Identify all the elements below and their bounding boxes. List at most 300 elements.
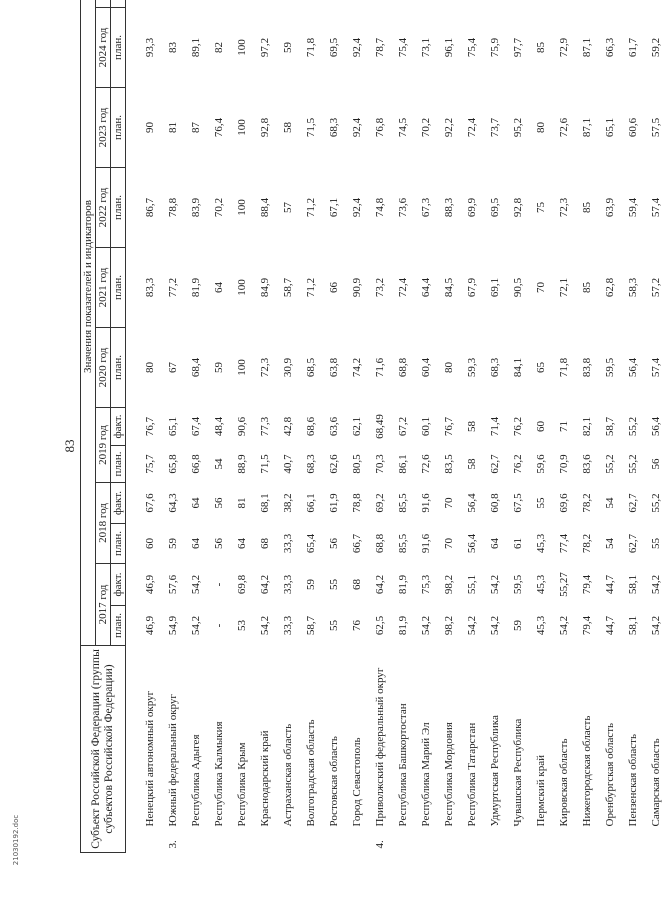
indicator-value: 72,6	[557, 117, 570, 138]
indicator-value	[414, 0, 437, 7]
plan-fact-header: план.	[111, 7, 126, 87]
indicator-value: 75,9	[488, 37, 501, 58]
indicator-value: 64,2	[373, 574, 386, 595]
table-row	[391, 0, 414, 853]
indicator-value: 67,3	[419, 197, 432, 218]
row-number	[621, 833, 644, 853]
indicator-value: 54,9	[166, 615, 179, 636]
indicator-value: 72,9	[557, 37, 570, 58]
indicator-value: 89,1	[189, 37, 202, 58]
region-name: Краснодарский край	[258, 730, 271, 827]
indicator-value	[483, 0, 506, 7]
indicator-value: 64	[189, 497, 202, 509]
indicator-value	[207, 0, 230, 7]
indicator-value: 56,4	[626, 357, 639, 378]
plan-fact-header: факт.	[111, 563, 126, 605]
indicator-value: 72,1	[557, 277, 570, 298]
indicator-value: 97,2	[258, 37, 271, 58]
indicator-value: 83,6	[580, 454, 593, 474]
indicator-value: 100	[235, 199, 248, 216]
indicator-value	[345, 0, 368, 7]
indicator-value: 58,3	[626, 277, 639, 298]
indicator-value: 78,8	[350, 493, 363, 513]
indicator-value: 58,7	[304, 615, 317, 636]
row-number	[460, 833, 483, 853]
row-number	[322, 833, 345, 853]
indicator-value	[460, 0, 483, 7]
indicator-value: 54,2	[419, 615, 432, 636]
indicator-value: 90,9	[350, 277, 363, 298]
region-name: Город Севастополь	[350, 737, 363, 827]
indicator-value: 71,5	[304, 117, 317, 138]
region-name: Пермский край	[534, 755, 547, 827]
table-header	[81, 0, 126, 853]
indicator-value: 81	[235, 497, 248, 509]
indicator-value	[621, 0, 644, 7]
indicator-value: 75,4	[465, 37, 478, 58]
row-number	[529, 833, 552, 853]
indicator-value: 56	[212, 497, 225, 509]
indicator-value: 62,7	[626, 533, 639, 554]
indicator-value: 73,6	[396, 197, 409, 218]
year-header: 2018 год	[96, 482, 111, 563]
indicator-value: 46,9	[143, 615, 156, 636]
indicator-value: 81,9	[189, 277, 202, 298]
indicator-value: 72,3	[258, 357, 271, 378]
indicator-value: 64,2	[258, 574, 271, 595]
indicator-value: 64	[235, 537, 248, 549]
row-number	[506, 833, 529, 853]
indicator-value: 64,4	[419, 277, 432, 298]
region-name: Кировская область	[557, 738, 570, 827]
indicator-value: 55,2	[603, 454, 616, 474]
indicator-value: 67,5	[511, 493, 524, 513]
indicator-value: 68,4	[189, 357, 202, 378]
indicator-value: 58	[281, 121, 294, 133]
indicator-value	[506, 0, 529, 7]
indicator-value: 69,6	[557, 493, 570, 513]
indicator-value: 59,6	[534, 454, 547, 474]
indicator-value: 54	[603, 537, 616, 549]
indicator-value: 55,27	[557, 572, 570, 597]
row-number: 4.	[373, 840, 386, 849]
row-number	[483, 833, 506, 853]
indicator-value: 59	[511, 619, 524, 631]
indicator-value: 68	[350, 578, 363, 590]
indicator-value: 57,4	[649, 197, 662, 218]
indicator-value: 81,9	[396, 574, 409, 595]
indicator-value: 88,3	[442, 197, 455, 218]
indicator-value: 66,7	[350, 533, 363, 554]
row-number	[437, 833, 460, 853]
indicator-value: 59,5	[511, 574, 524, 595]
indicator-value: 75,3	[419, 574, 432, 595]
indicator-value: 84,1	[511, 357, 524, 378]
indicator-value: 57,5	[649, 117, 662, 138]
region-name: Волгоградская область	[304, 719, 317, 827]
indicator-value: 70	[442, 537, 455, 549]
indicator-value: 72,6	[419, 454, 432, 474]
indicator-value: 62,1	[350, 416, 363, 437]
indicator-value	[161, 0, 184, 7]
indicator-value: -	[212, 623, 225, 628]
indicator-value: 54,2	[557, 615, 570, 636]
indicator-value	[529, 0, 552, 7]
indicator-value: 72,4	[465, 117, 478, 138]
indicator-value: 57,2	[649, 277, 662, 298]
table-row	[230, 0, 253, 853]
plan-fact-header: план.	[111, 247, 126, 327]
row-number: 3.	[166, 840, 179, 849]
indicator-value: 63,8	[327, 357, 340, 378]
indicator-value: 71,2	[304, 197, 317, 218]
indicator-value: 60,4	[419, 357, 432, 378]
indicator-value: 92,4	[350, 37, 363, 58]
indicator-value: 85,5	[396, 533, 409, 554]
indicator-value: 54,2	[649, 615, 662, 636]
region-name: Чувашская Республика	[511, 718, 524, 827]
indicator-value: 71,6	[373, 357, 386, 378]
indicator-value: 62,7	[488, 454, 501, 474]
indicator-value: 69,1	[488, 277, 501, 298]
indicator-value: 75,4	[396, 37, 409, 58]
indicator-value: 59,2	[649, 37, 662, 58]
indicator-value: 54,2	[488, 574, 501, 595]
indicator-value: 54	[603, 497, 616, 509]
indicator-value: 55,1	[465, 574, 478, 595]
indicator-value: 65,4	[304, 533, 317, 554]
indicator-value: 83,5	[442, 454, 455, 474]
indicator-value: 84,9	[258, 277, 271, 298]
indicator-value: 33,3	[281, 533, 294, 554]
indicator-value: 58,1	[626, 574, 639, 595]
year-header: 2020 год	[96, 327, 111, 407]
indicator-value: 68,3	[488, 357, 501, 378]
plan-fact-header: план.	[111, 523, 126, 563]
indicator-value: 58,7	[603, 416, 616, 437]
indicator-value: 90,6	[235, 416, 248, 437]
indicator-value: 87,1	[580, 37, 593, 58]
indicator-value: 80	[534, 121, 547, 133]
indicator-value: 78,8	[166, 197, 179, 218]
table-row	[345, 0, 368, 853]
indicator-value: 55	[327, 578, 340, 590]
indicator-value: 71,8	[557, 357, 570, 378]
indicator-value: 74,5	[396, 117, 409, 138]
indicator-value: 76,2	[511, 416, 524, 437]
row-number	[391, 833, 414, 853]
indicator-value: 56	[649, 458, 662, 470]
indicator-value: 40,7	[281, 454, 294, 474]
subject-column-header: Субъект Российской Федерации (группы субъектов Российской Федерации)	[81, 645, 126, 852]
indicator-value: 56	[327, 537, 340, 549]
indicator-value: 55	[327, 619, 340, 631]
row-number	[345, 833, 368, 853]
indicator-value: 44,7	[603, 615, 616, 636]
year-header: 2021 год	[96, 247, 111, 327]
table-row	[414, 0, 437, 853]
indicator-value: 75	[534, 201, 547, 213]
indicator-value: 79,4	[580, 615, 593, 636]
indicator-value: 55	[534, 497, 547, 509]
indicator-value: 63,9	[603, 197, 616, 218]
indicator-value: 73,2	[373, 277, 386, 298]
indicator-value: 61,9	[327, 493, 340, 513]
row-number	[414, 833, 437, 853]
indicator-value: 58,1	[626, 615, 639, 636]
indicator-value: 58,7	[281, 277, 294, 298]
indicator-value: 30,9	[281, 357, 294, 378]
indicator-value: 100	[235, 39, 248, 56]
year-header: 2019 год	[96, 407, 111, 482]
indicator-value: 68,8	[396, 357, 409, 378]
indicator-value: 76,7	[442, 416, 455, 437]
table-row	[483, 0, 506, 853]
indicator-value	[230, 0, 253, 7]
indicator-value: 48,4	[212, 416, 225, 437]
indicator-value: 46,9	[143, 574, 156, 595]
indicator-value	[299, 0, 322, 7]
plan-fact-header: план.	[111, 327, 126, 407]
indicator-value: 60,6	[626, 117, 639, 138]
indicator-value: 91,6	[419, 533, 432, 554]
table-row	[207, 0, 230, 853]
indicator-value: 100	[235, 119, 248, 136]
indicator-value: 80	[442, 361, 455, 373]
indicator-value: 59	[281, 41, 294, 53]
region-name: Южный федеральный округ	[166, 694, 179, 827]
indicator-value: 91,6	[419, 493, 432, 513]
indicator-value: 54,2	[189, 574, 202, 595]
indicator-value: 77,4	[557, 533, 570, 554]
indicator-value: 68,3	[327, 117, 340, 138]
indicator-value: 97,7	[511, 37, 524, 58]
indicator-value: 92,2	[442, 117, 455, 138]
indicator-value: 68	[258, 537, 271, 549]
indicator-value: 98,2	[442, 615, 455, 636]
indicator-value: 56	[212, 537, 225, 549]
indicator-value: 71,5	[258, 454, 271, 474]
row-number	[552, 833, 575, 853]
indicator-value: 70,9	[557, 454, 570, 474]
indicator-value: 57,4	[649, 357, 662, 378]
indicator-value: 58	[465, 420, 478, 432]
indicator-value: 62,8	[603, 277, 616, 298]
table-row	[460, 0, 483, 853]
region-name: Самарская область	[649, 738, 662, 827]
indicator-value: 68,1	[258, 493, 271, 513]
region-name: Республика Татарстан	[465, 722, 478, 827]
indicator-value: 72,3	[557, 197, 570, 218]
indicator-value: 54	[212, 458, 225, 470]
indicator-value: 54,2	[649, 574, 662, 595]
indicator-value: 78,7	[373, 37, 386, 58]
indicator-value: 59,4	[626, 197, 639, 218]
indicator-value: 60,1	[419, 416, 432, 437]
indicator-value: 67,9	[465, 277, 478, 298]
indicator-value: 62,6	[327, 454, 340, 474]
indicator-value: 92,4	[350, 197, 363, 218]
indicator-value: 71,8	[304, 37, 317, 58]
indicator-value: 56,4	[649, 416, 662, 437]
indicator-value	[552, 0, 575, 7]
indicator-value: 65,1	[603, 117, 616, 138]
indicator-value: 33,3	[281, 615, 294, 636]
indicator-value: 55,2	[626, 454, 639, 474]
table-row	[621, 0, 644, 853]
indicator-value: 83,9	[189, 197, 202, 218]
indicator-value: 59	[166, 537, 179, 549]
indicator-value: 95,2	[511, 117, 524, 138]
indicator-value: 67,1	[327, 197, 340, 218]
indicator-value: 58	[465, 458, 478, 470]
indicator-value: 69,5	[488, 197, 501, 218]
row-number	[207, 833, 230, 853]
row-number	[598, 833, 621, 853]
indicator-value: 74,8	[373, 197, 386, 218]
indicator-value	[368, 0, 391, 7]
row-number	[184, 833, 207, 853]
indicator-value	[437, 0, 460, 7]
indicator-value: 78,2	[580, 533, 593, 554]
indicator-value: 73,1	[419, 37, 432, 58]
table-row	[529, 0, 552, 853]
indicator-value: 55,2	[649, 493, 662, 513]
indicator-value: 68,49	[373, 414, 386, 439]
table-row	[437, 0, 460, 853]
table-row	[299, 0, 322, 853]
indicator-value: 76,7	[143, 416, 156, 437]
region-name: Оренбургская область	[603, 722, 616, 827]
values-group-header: Значения показателей и индикаторов	[81, 0, 96, 645]
plan-fact-header: план.	[111, 167, 126, 247]
row-number	[644, 833, 667, 853]
indicator-value: 75,7	[143, 454, 156, 474]
indicator-value: 85	[534, 41, 547, 53]
indicator-value: 72,4	[396, 277, 409, 298]
indicator-value: 90	[143, 121, 156, 133]
indicator-value: 88,4	[258, 197, 271, 218]
indicator-value: 92,8	[258, 117, 271, 138]
table-row	[161, 0, 184, 853]
row-number	[276, 833, 299, 853]
indicator-value: 33,3	[281, 574, 294, 595]
indicator-value: 68,5	[304, 357, 317, 378]
table-row	[644, 0, 667, 853]
indicator-value: 70,2	[419, 117, 432, 138]
indicator-value: 76,8	[373, 117, 386, 138]
indicator-value: 54,2	[488, 615, 501, 636]
indicator-value	[276, 0, 299, 7]
indicator-value: 71,2	[304, 277, 317, 298]
indicator-value: 83,3	[143, 277, 156, 298]
region-name: Ненецкий автономный округ	[143, 690, 156, 827]
table-row	[598, 0, 621, 853]
indicator-value: 81	[166, 121, 179, 133]
indicator-value: 71,4	[488, 416, 501, 437]
indicator-value: 69,8	[235, 574, 248, 595]
table-body	[126, 0, 667, 853]
indicator-value: 66	[327, 281, 340, 293]
indicator-value	[184, 0, 207, 7]
indicator-value: 65	[534, 361, 547, 373]
year-header: 2024 год	[96, 7, 111, 87]
indicator-value: 90,5	[511, 277, 524, 298]
row-number	[253, 833, 276, 853]
indicator-value: 45,3	[534, 615, 547, 636]
indicator-value: 82	[212, 41, 225, 53]
indicator-value: 67,6	[143, 493, 156, 513]
region-name: Приволжский федеральный округ	[373, 667, 386, 827]
indicator-value: 67,2	[396, 416, 409, 437]
indicator-value: 92,4	[350, 117, 363, 138]
indicator-value: 81,9	[396, 615, 409, 636]
indicator-value: -	[212, 582, 225, 587]
indicators-table	[80, 0, 667, 853]
indicator-value: 55	[649, 537, 662, 549]
indicator-value: 98,2	[442, 574, 455, 595]
plan-fact-header: план.	[111, 445, 126, 482]
indicator-value: 82,1	[580, 416, 593, 437]
indicator-value: 57	[281, 201, 294, 213]
indicator-value: 64	[212, 281, 225, 293]
region-name: Республика Калмыкия	[212, 721, 225, 827]
region-name: Республика Адыгея	[189, 734, 202, 827]
indicator-value: 59	[304, 578, 317, 590]
table-row	[575, 0, 598, 853]
indicator-value: 92,8	[511, 197, 524, 218]
indicator-value: 57,6	[166, 574, 179, 595]
region-name: Нижегородская область	[580, 715, 593, 827]
indicator-value: 63,6	[327, 416, 340, 437]
region-name: Ростовская область	[327, 736, 340, 827]
indicator-value	[575, 0, 598, 7]
indicator-value: 73,7	[488, 117, 501, 138]
indicator-value: 64	[488, 537, 501, 549]
indicator-value	[391, 0, 414, 7]
indicator-value: 55,2	[626, 416, 639, 437]
table-row	[552, 0, 575, 853]
row-number	[138, 833, 161, 853]
region-name: Республика Марий Эл	[419, 722, 432, 827]
region-name: Республика Мордовия	[442, 722, 455, 827]
indicator-value: 68,6	[304, 416, 317, 437]
indicator-value: 67	[166, 361, 179, 373]
indicator-value	[138, 0, 161, 7]
indicator-value: 61	[511, 537, 524, 549]
indicator-value: 60	[143, 537, 156, 549]
plan-fact-header: факт.	[111, 482, 126, 523]
indicator-value: 85,5	[396, 493, 409, 513]
indicator-value: 44,7	[603, 574, 616, 595]
plan-fact-header: план.	[111, 605, 126, 645]
indicator-value: 56,4	[465, 533, 478, 554]
plan-fact-header	[111, 0, 126, 7]
indicator-value: 69,5	[327, 37, 340, 58]
indicator-value: 76,2	[511, 454, 524, 474]
spacer	[126, 0, 139, 853]
indicator-value: 59,3	[465, 357, 478, 378]
row-number	[230, 833, 253, 853]
indicator-value: 87	[189, 121, 202, 133]
indicator-value: 54,2	[258, 615, 271, 636]
region-name: Республика Крым	[235, 742, 248, 827]
year-header: 2023 год	[96, 87, 111, 167]
indicator-value: 76	[350, 619, 363, 631]
indicator-value: 71	[557, 420, 570, 432]
indicator-value: 78,2	[580, 493, 593, 513]
indicator-value: 83	[166, 41, 179, 53]
